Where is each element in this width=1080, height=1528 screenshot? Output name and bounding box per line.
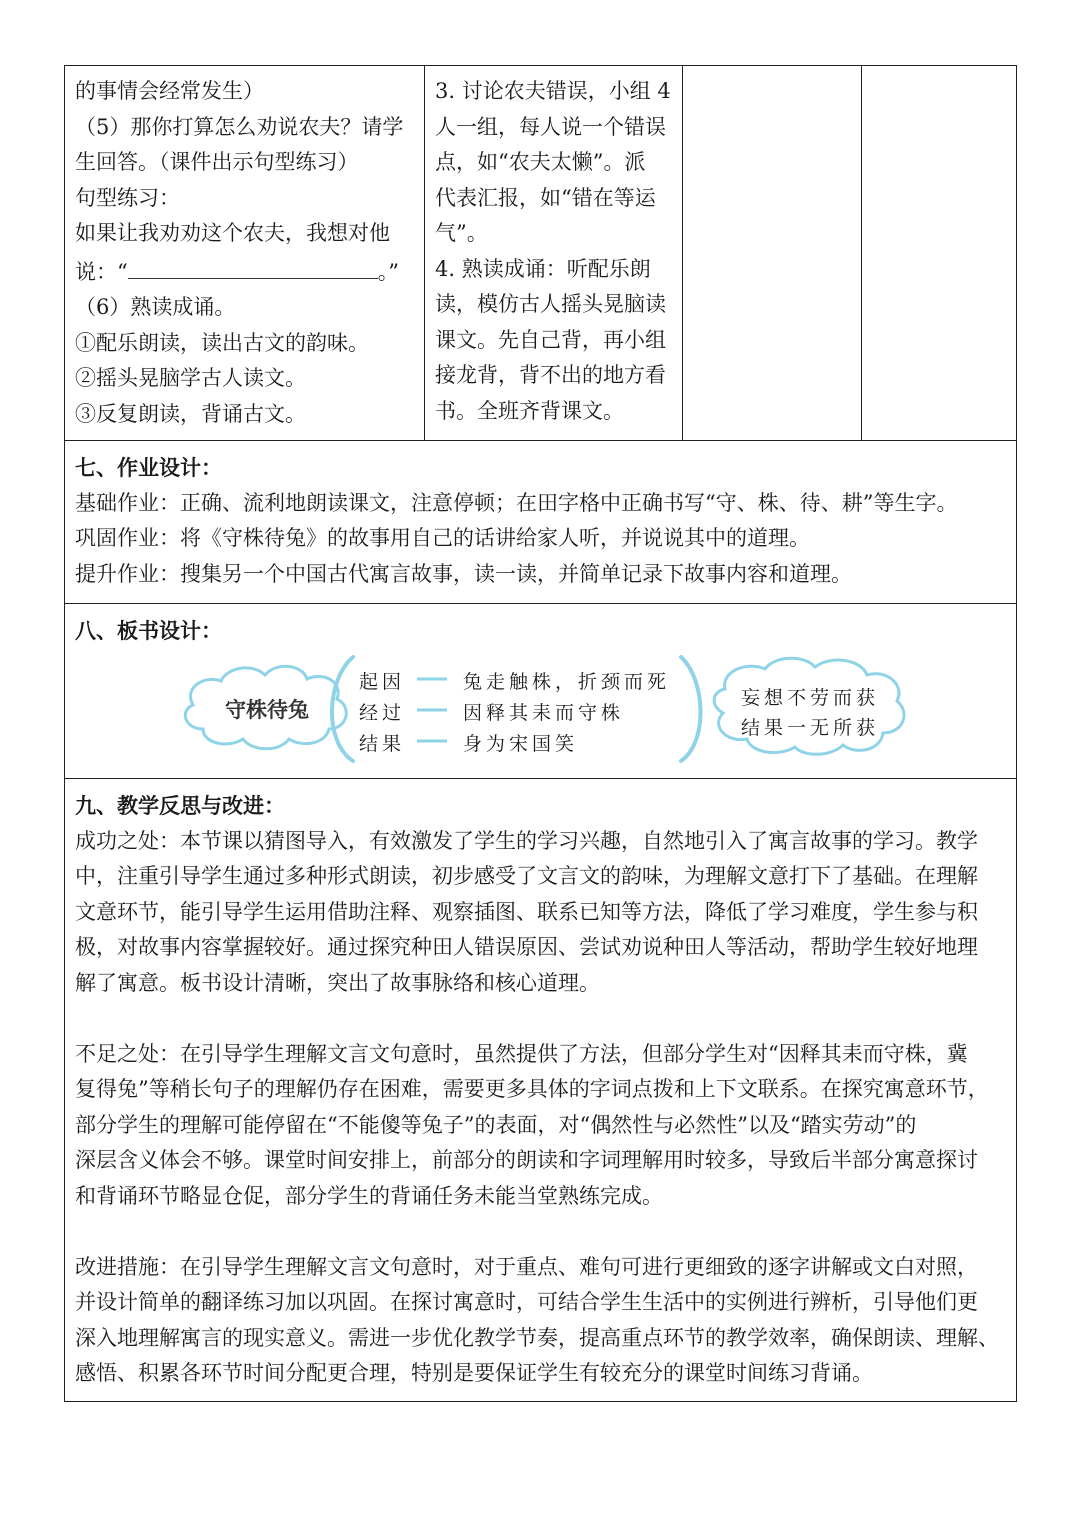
text-line: 复得兔”等稍长句子的理解仍存在困难，需要更多具体的字词点拨和上下文联系。在探究寓意环节， [75, 1077, 989, 1101]
text-line: 人一组，每人说一个错误 [435, 114, 666, 139]
board-text-cause: 兔走触株，折颈而死 [463, 670, 671, 693]
section-title: 八、板书设计： [75, 618, 222, 643]
text-line: 基础作业：正确、流利地朗读课文，注意停顿；在田字格中正确书写“守、株、待、耕”等生字。 [75, 490, 958, 515]
text-line: （6）熟读成诵。 [75, 295, 236, 319]
right-cloud-line: 结果一无所获 [740, 716, 879, 739]
right-bracket [681, 657, 701, 761]
text-line: 中，注重引导学生通过多种形式朗读，初步感受了文言文的韵味，为理解文意打下了基础。在理解 [75, 864, 978, 888]
text-line: 极，对故事内容掌握较好。通过探究种田人错误原因、尝试劝说种田人等活动，帮助学生较好地理 [75, 935, 978, 959]
text-fragment: 。” [377, 259, 399, 284]
text-line: 巩固作业：将《守株待兔》的故事用自己的话讲给家人听，并说说其中的道理。 [75, 526, 810, 550]
text-line: 生回答。（课件出示句型练习） [75, 150, 359, 174]
text-line: 深入地理解寓言的现实意义。需进一步优化教学节奏，提高重点环节的教学效率，确保朗读、理解、 [75, 1325, 999, 1350]
text-line: 4. 熟读成诵：听配乐朗 [435, 256, 651, 281]
answer-blank [128, 252, 378, 279]
text-line: 感悟、积累各环节时间分配更合理，特别是要保证学生有较充分的课堂时间练习背诵。 [75, 1361, 873, 1385]
homework-section [65, 441, 1016, 604]
board-design-section [65, 604, 1016, 779]
text-line: 书。全班齐背课文。 [435, 398, 624, 423]
text-line: 部分学生的理解可能停留在“不能傻等兔子”的表面，对“偶然性与必然性”以及“踏实劳动”的 [75, 1112, 917, 1137]
board-label-result: 结果 [359, 732, 406, 755]
board-diagram [75, 649, 1006, 769]
text-line: 提升作业：搜集另一个中国古代寓言故事，读一读，并简单记录下故事内容和道理。 [75, 561, 852, 586]
text-line: ②摇头晃脑学古人读文。 [75, 366, 306, 390]
fill-in-sentence [75, 252, 414, 291]
empty-cell [862, 66, 1016, 440]
teacher-activity-cell [65, 66, 425, 440]
text-line: 代表汇报，如“错在等运 [435, 185, 656, 210]
text-line: 的事情会经常发生） [75, 79, 264, 103]
board-label-cause: 起因 [359, 670, 406, 693]
activity-row [65, 66, 1016, 441]
board-text-result: 身为宋国笑 [463, 732, 579, 755]
text-line: 课文。先自己背，再小组 [435, 327, 666, 352]
text-line: 接龙背，背不出的地方看 [435, 363, 666, 387]
text-line: ③反复朗读，背诵古文。 [75, 401, 306, 426]
empty-cell [683, 66, 862, 440]
text-line: 如果让我劝劝这个农夫，我想对他 [75, 221, 390, 245]
text-fragment: 说：“ [75, 259, 128, 284]
lesson-plan-table [64, 65, 1017, 1402]
text-line: 点，如“农夫太懒”。派 [435, 150, 646, 174]
text-line: 气”。 [435, 221, 488, 245]
reflection-section [65, 779, 1016, 1401]
section-title: 七、作业设计： [75, 455, 222, 480]
text-line: 文意环节，能引导学生运用借助注释、观察插图、联系已知等方法，降低了学习难度，学生参与积 [75, 899, 978, 924]
text-line: 并设计简单的翻译练习加以巩固。在探讨寓意时，可结合学生生活中的实例进行辨析，引导他们更 [75, 1290, 978, 1314]
board-label-process: 经过 [359, 701, 406, 724]
text-line: 和背诵环节略显仓促，部分学生的背诵任务未能当堂熟练完成。 [75, 1183, 663, 1208]
board-text-process: 因释其耒而守株 [463, 701, 625, 724]
left-cloud-text: 守株待兔 [225, 697, 309, 722]
paragraph-gap [75, 1214, 1006, 1250]
text-line: 改进措施：在引导学生理解文言文句意时，对于重点、难句可进行更细致的逐字讲解或文白对照， [75, 1254, 978, 1279]
student-activity-cell [425, 66, 683, 440]
text-line: 句型练习： [75, 185, 180, 210]
text-line: 读，模仿古人摇头晃脑读 [435, 292, 666, 316]
text-line: 解了寓意。板书设计清晰，突出了故事脉络和核心道理。 [75, 970, 600, 995]
text-line: （5）那你打算怎么劝说农夫？请学 [75, 114, 404, 139]
text-line: 不足之处：在引导学生理解文言文句意时，虽然提供了方法，但部分学生对“因释其耒而守株，冀 [75, 1041, 968, 1066]
text-line: 深层含义体会不够。课堂时间安排上，前部分的朗读和字词理解用时较多，导致后半部分寓意探讨 [75, 1148, 978, 1172]
text-line: 3. 讨论农夫错误，小组 4 [435, 79, 671, 103]
text-line: ①配乐朗读，读出古文的韵味。 [75, 330, 369, 355]
section-title: 九、教学反思与改进： [75, 793, 285, 818]
paragraph-gap [75, 1001, 1006, 1037]
right-cloud-line: 妄想不劳而获 [740, 686, 879, 709]
text-line: 成功之处：本节课以猜图导入，有效激发了学生的学习兴趣，自然地引入了寓言故事的学习。教学 [75, 828, 978, 853]
